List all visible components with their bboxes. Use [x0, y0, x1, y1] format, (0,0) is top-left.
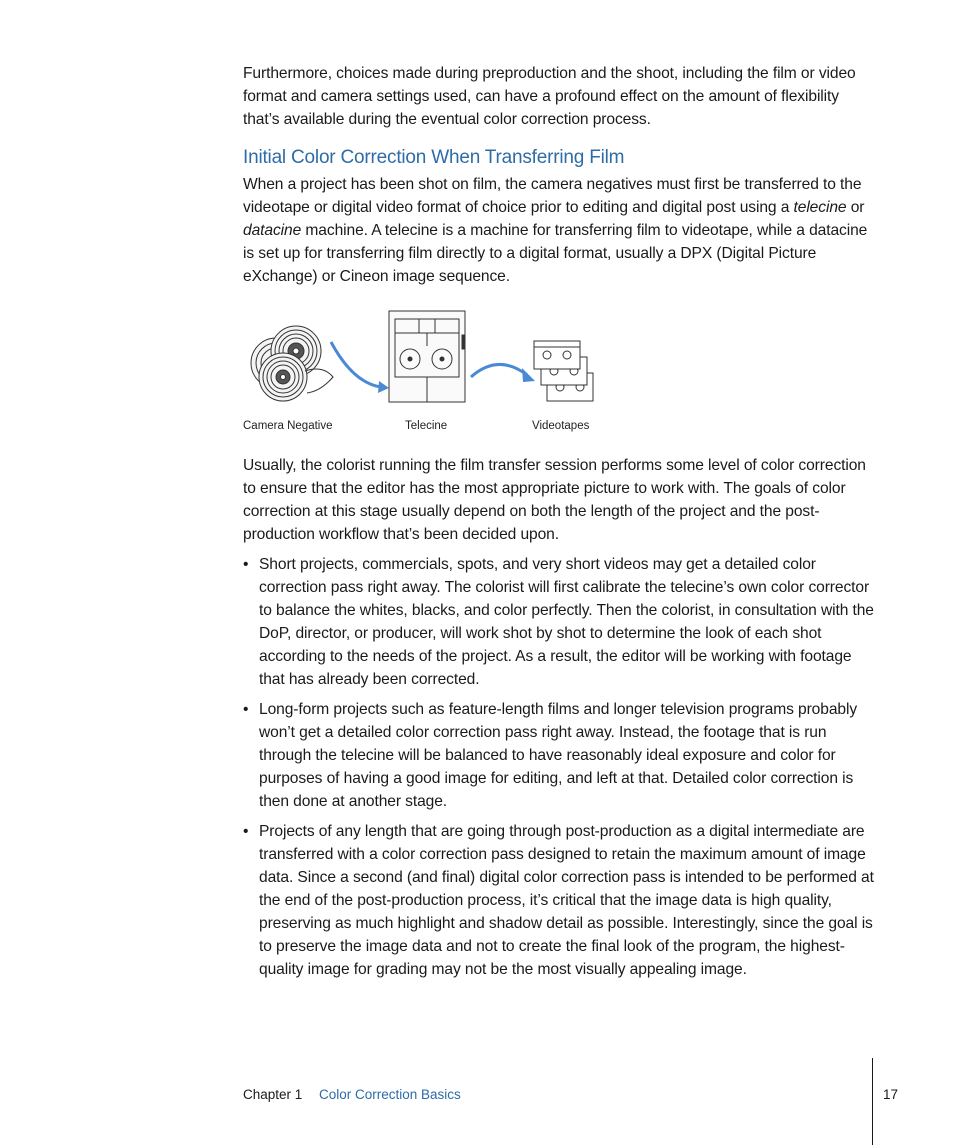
arrow-to-videotapes: [471, 364, 527, 377]
bullet-text: Long-form projects such as feature-length films and longer television programs probably won’t get a detailed color correction pass right away. Instead, the footage that is run through the telecine will be balanced to have reasonably ideal exposure and color for purposes of having a good image for editing, and left at that. Detailed color correction is then done at another stage.: [259, 701, 858, 810]
paragraph-text: When a project has been shot on film, the camera negatives must first be transferred to the videotape or digital video format of choice prior to editing and digital post using a: [243, 176, 862, 216]
caption-videotapes: Videotapes: [532, 420, 590, 432]
page-number: 17: [883, 1087, 899, 1102]
videotapes-icon: [534, 341, 593, 401]
arrow-head-2: [522, 368, 535, 382]
paragraph-text: or: [846, 199, 865, 216]
bullet-symbol: •: [243, 556, 249, 573]
bullet-symbol: •: [243, 823, 249, 840]
caption-telecine: Telecine: [405, 420, 448, 432]
transfer-diagram: [243, 305, 603, 415]
caption-camera-negative: Camera Negative: [243, 420, 333, 432]
bullet-text: Short projects, commercials, spots, and very short videos may get a detailed color correction pass right away. The colorist will first calibrate the telecine’s own color corrector to balance the whites, blacks, and color perfectly. Then the colorist, in consultation with the DoP, director, or producer, will work shot by shot to determine the look of each shot according to the needs of the project. As a result, the editor will be working with footage that has already been corrected.: [259, 556, 874, 688]
transfer-figure: [243, 305, 603, 440]
film-reels-icon: [251, 326, 333, 401]
bullet-symbol: •: [243, 701, 249, 718]
telecine-icon: [389, 311, 465, 402]
footer-divider: [872, 1058, 873, 1145]
footer-chapter: Chapter 1: [243, 1087, 303, 1102]
section-paragraph: [243, 173, 875, 288]
paragraph-text: machine. A telecine is a machine for transferring film to videotape, while a datacine is set up for transferring film directly to a digital format, usually a DPX (Digital Picture eXchange) or Cineon image sequence.: [243, 222, 868, 285]
footer-chapter-title: Color Correction Basics: [319, 1087, 461, 1102]
term-datacine: datacine: [243, 222, 302, 239]
section-heading: Initial Color Correction When Transferring Film: [243, 147, 625, 168]
intro-paragraph: Furthermore, choices made during preproduction and the shoot, including the film or video format and camera settings used, can have a profound effect on the amount of flexibility that’s available during the eventual color correction process.: [243, 65, 856, 128]
term-telecine: telecine: [793, 199, 847, 216]
arrow-to-telecine: [331, 342, 381, 387]
arrow-head-1: [378, 381, 389, 393]
bullet-text: Projects of any length that are going through post-production as a digital intermediate are transferred with a color correction pass designed to retain the maximum amount of image data. Since a second (and final) digital color correction pass is intended to be performed at the end of the post-production process, it’s critical that the image data is high quality, preserving as much highlight and shadow detail as possible. Interestingly, since the goal is to preserve the image data and not to create the final look of the program, the highest-quality image for grading may not be the most visually appealing image.: [259, 823, 874, 978]
body-paragraph: Usually, the colorist running the film transfer session performs some level of color correction to ensure that the editor has the most appropriate picture to work with. The goals of color correction at this stage usually depend on both the length of the project and the post-production workflow that’s been decided upon.: [243, 457, 866, 543]
